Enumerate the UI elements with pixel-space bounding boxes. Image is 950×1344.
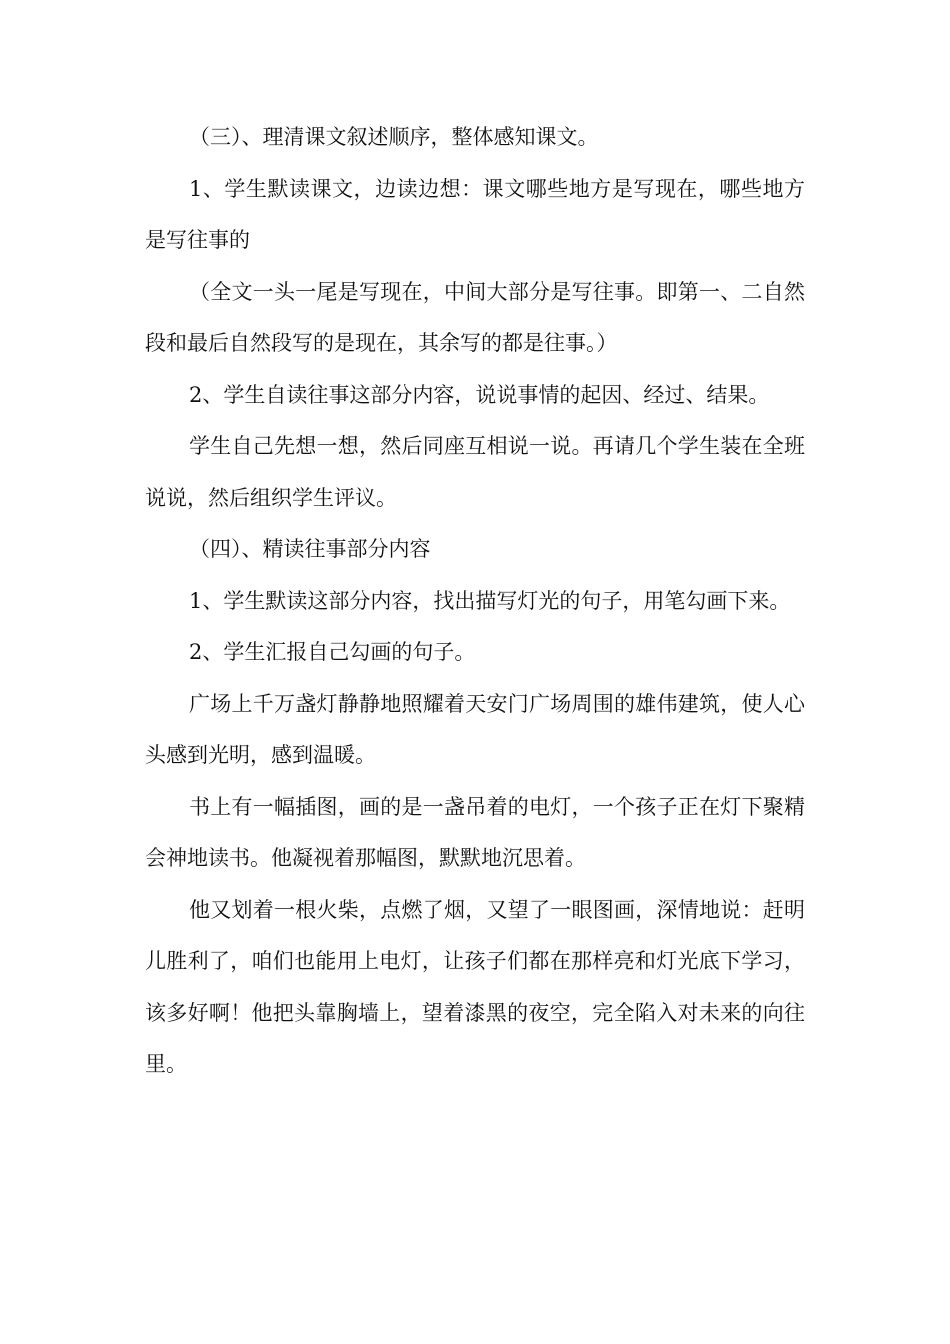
section-heading-3: （三）、理清课文叙述顺序，整体感知课文。 [189,125,599,149]
document-body [145,112,805,1091]
paragraph: （全文一头一尾是写现在，中间大部分是写往事。即第一、二自然段和最后自然段写的是现在，其余写的都是往事。） [145,279,805,355]
paragraph: 1、学生默读这部分内容，找出描写灯光的句子，用笔勾画下来。 [189,588,791,613]
paragraph: 2、学生自读往事这部分内容，说说事情的起因、经过、结果。 [189,382,770,407]
paragraph: 1、学生默读课文，边读边想：课文哪些地方是写现在，哪些地方是写往事的 [145,176,805,252]
quoted-sentence: 广场上千万盏灯静静地照耀着天安门广场周围的雄伟建筑，使人心头感到光明，感到温暖。 [145,691,805,767]
paragraph: 学生自己先想一想，然后同座互相说一说。再请几个学生装在全班说说，然后组织学生评议。 [145,434,805,510]
section-heading-4: （四）、精读往事部分内容 [189,537,431,561]
paragraph: 2、学生汇报自己勾画的句子。 [189,640,476,664]
quoted-sentence: 他又划着一根火柴，点燃了烟，又望了一眼图画，深情地说：赶明儿胜利了，咱们也能用上电灯，让孩子们都在那样亮和灯光底下学习，该多好啊！他把头靠胸墙上，望着漆黑的夜空，完全陷入对未来的向往里。 [145,897,805,1076]
quoted-sentence: 书上有一幅插图，画的是一盏吊着的电灯，一个孩子正在灯下聚精会神地读书。他凝视着那幅图，默默地沉思着。 [145,794,805,870]
